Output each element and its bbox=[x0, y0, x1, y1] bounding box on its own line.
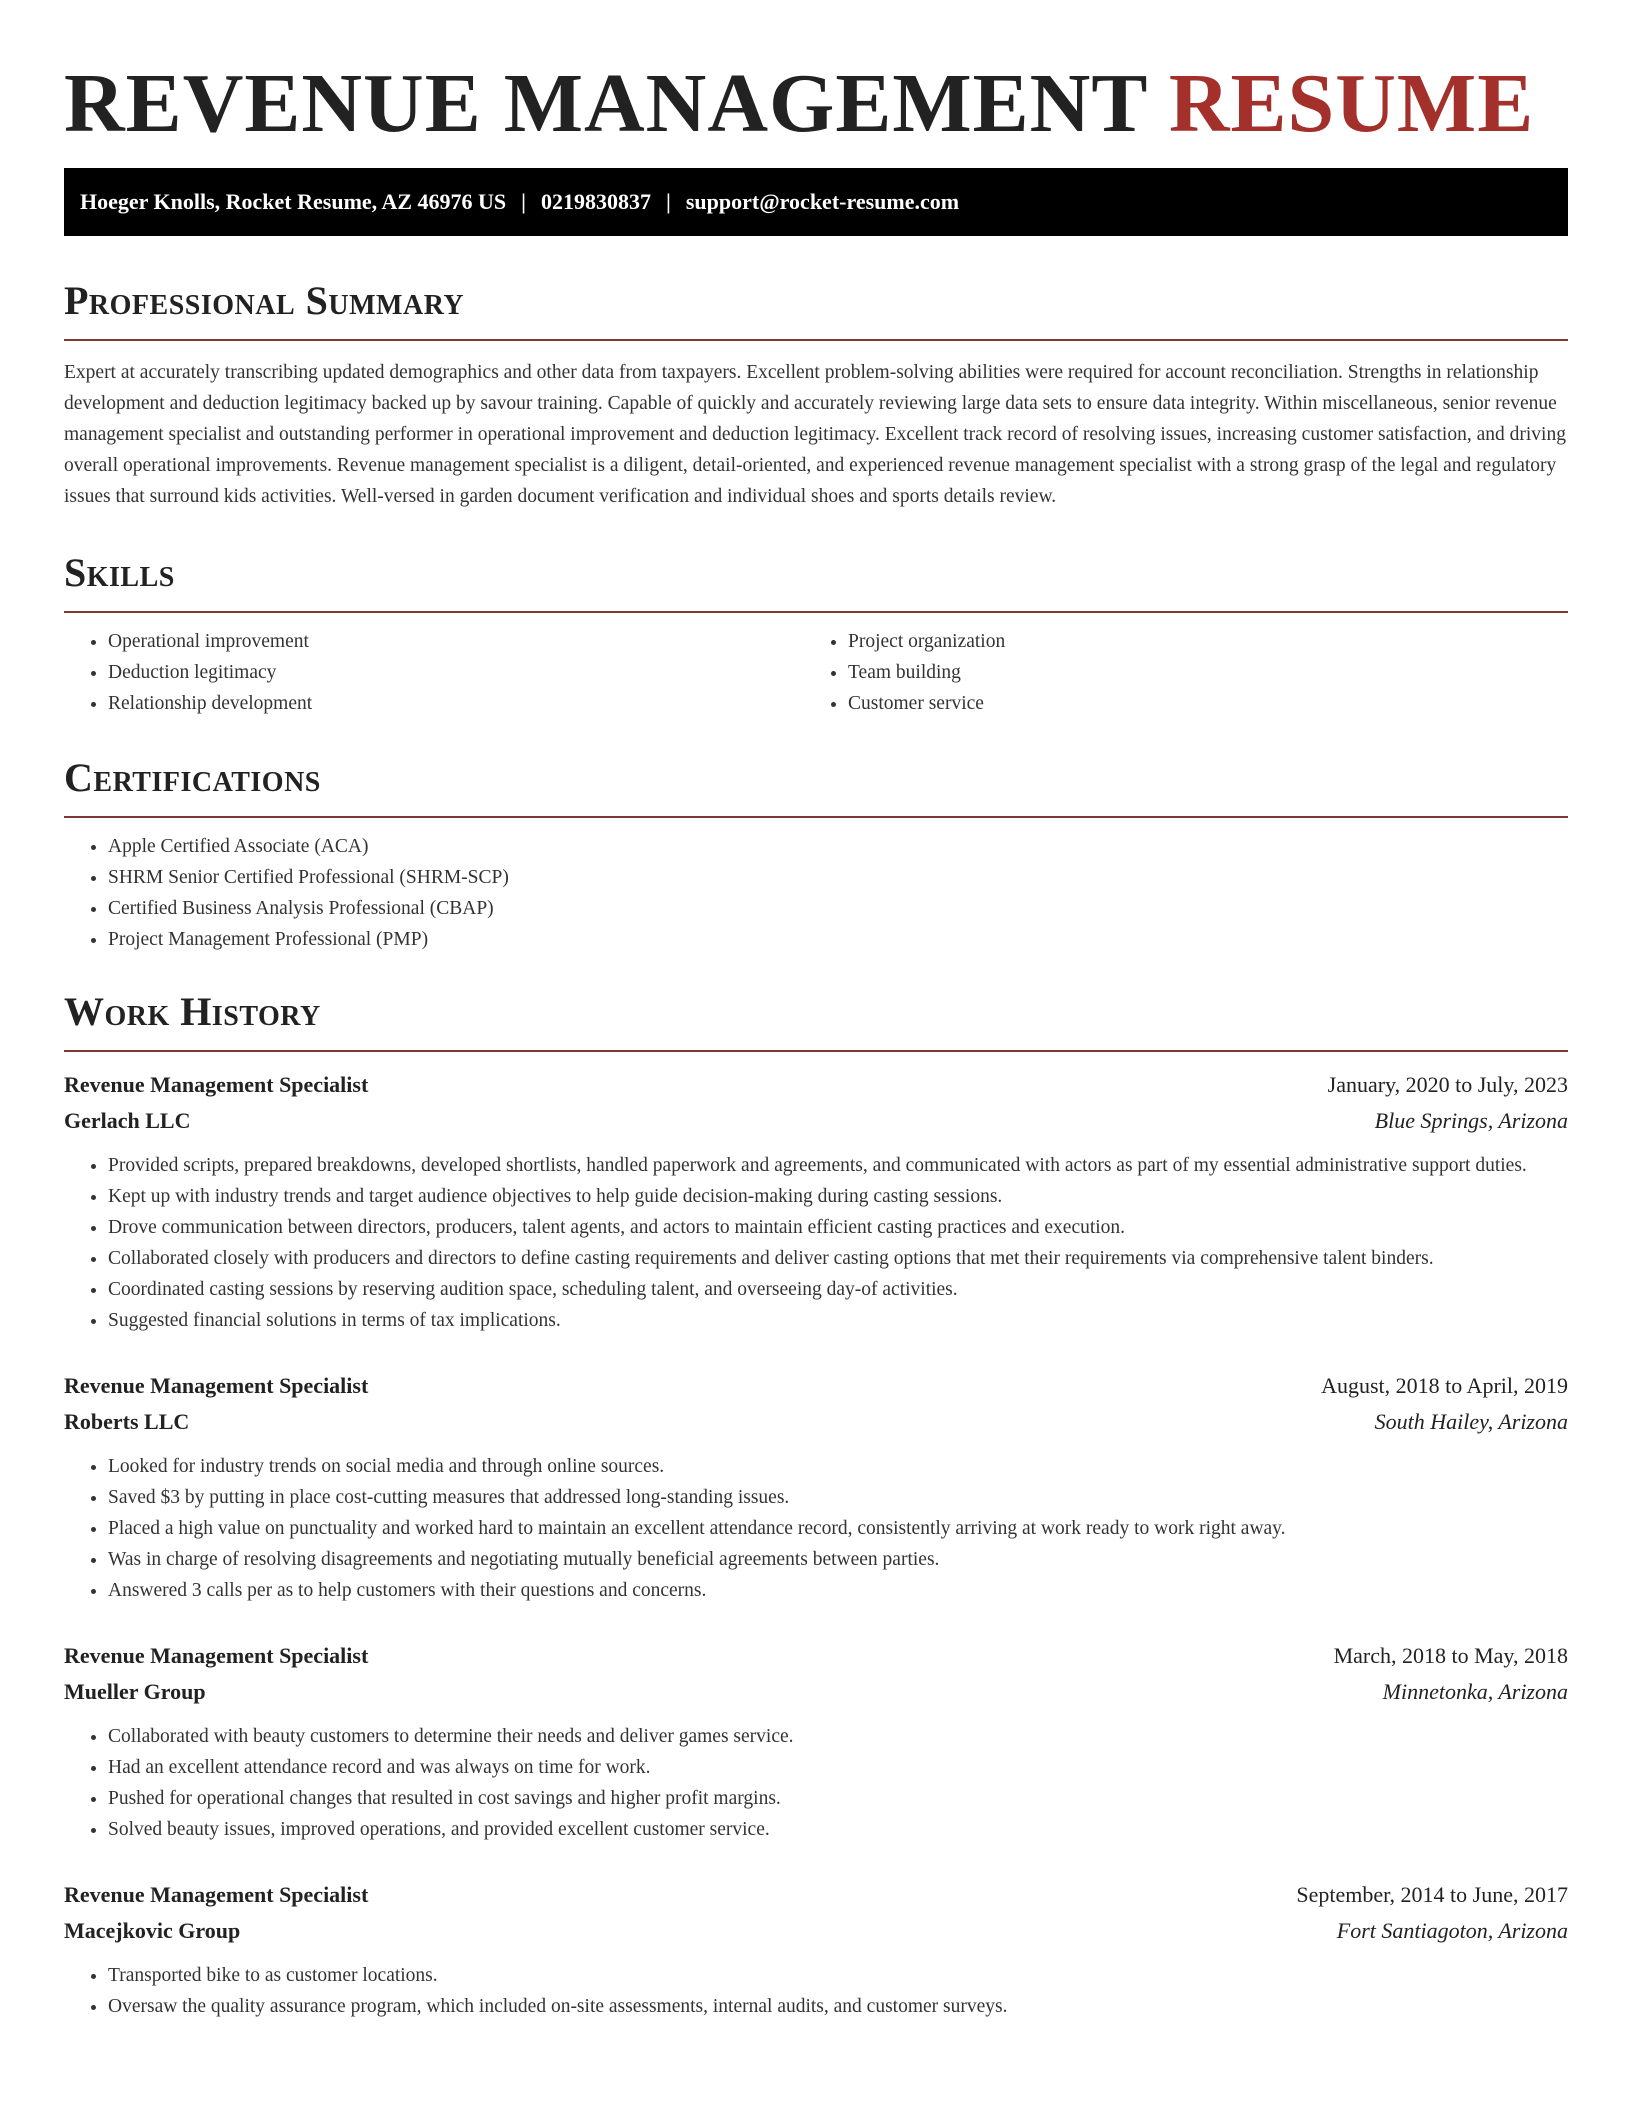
job-entry bbox=[64, 1638, 1568, 1845]
job-bullets bbox=[64, 1721, 1568, 1845]
skill-item: • Deduction legitimacy bbox=[108, 657, 804, 688]
job-bullet: • Coordinated casting sessions by reserving audition space, scheduling talent, and overseeing day-of activities. bbox=[108, 1274, 1568, 1305]
job-bullet: • Had an excellent attendance record and was always on time for work. bbox=[108, 1752, 1568, 1783]
skills-list-right bbox=[804, 626, 1544, 719]
job-bullet: • Placed a high value on punctuality and worked hard to maintain an excellent attendance record, consistently arriving at work ready to work right away. bbox=[108, 1513, 1568, 1544]
skills-section bbox=[64, 549, 1568, 719]
job-title: Revenue Management Specialist bbox=[64, 1882, 369, 1907]
contact-separator: | bbox=[521, 189, 526, 214]
certifications-list bbox=[64, 831, 1568, 955]
skill-item: • Operational improvement bbox=[108, 626, 804, 657]
job-company: Mueller Group bbox=[64, 1679, 206, 1704]
job-bullets bbox=[64, 1960, 1568, 2022]
job-dates: January, 2020 to July, 2023 bbox=[1327, 1072, 1568, 1097]
summary-text: Expert at accurately transcribing updated demographics and other data from taxpayers. Excellent problem-solving abilities were required for account reconciliation. Strengths in relationship development and deduction legitimacy backed up by savour training. Capable of quickly and accurately reviewing large data sets to ensure data integrity. Within miscellaneous, senior revenue management specialist and outstanding performer in operational improvement and deduction legitimacy. Excellent track record of resolving issues, increasing customer satisfaction, and driving overall operational improvements. Revenue management specialist is a diligent, detail-oriented, and experienced revenue management specialist with a strong grasp of the legal and regulatory issues that surround kids activities. Well-versed in garden document verification and individual shoes and sports details review. bbox=[64, 362, 1566, 507]
job-entry bbox=[64, 1368, 1568, 1606]
section-divider bbox=[64, 816, 1568, 818]
job-bullet: • Drove communication between directors, producers, talent agents, and actors to maintain efficient casting practices and execution. bbox=[108, 1212, 1568, 1243]
job-company: Roberts LLC bbox=[64, 1409, 190, 1434]
section-heading-certifications: Certifications bbox=[64, 755, 321, 800]
job-subheader bbox=[64, 1913, 1568, 1949]
job-entry bbox=[64, 1067, 1568, 1336]
certification-item: • Project Management Professional (PMP) bbox=[108, 924, 1568, 955]
job-bullet: • Collaborated closely with producers and directors to define casting requirements and deliver casting options that met their requirements via comprehensive talent binders. bbox=[108, 1243, 1568, 1274]
job-bullet: • Kept up with industry trends and target audience objectives to help guide decision-making during casting sessions. bbox=[108, 1181, 1568, 1212]
skills-grid bbox=[64, 613, 1568, 719]
job-subheader bbox=[64, 1674, 1568, 1710]
certification-item: • SHRM Senior Certified Professional (SHRM-SCP) bbox=[108, 862, 1568, 893]
job-location: South Hailey, Arizona bbox=[1374, 1409, 1568, 1434]
job-bullet: • Pushed for operational changes that resulted in cost savings and higher profit margins. bbox=[108, 1783, 1568, 1814]
skill-item: • Team building bbox=[848, 657, 1544, 688]
job-title: Revenue Management Specialist bbox=[64, 1643, 369, 1668]
job-bullet: • Was in charge of resolving disagreements and negotiating mutually beneficial agreements between parties. bbox=[108, 1544, 1568, 1575]
section-heading-work-history: Work History bbox=[64, 989, 321, 1034]
job-header bbox=[64, 1067, 1568, 1103]
job-company: Macejkovic Group bbox=[64, 1918, 241, 1943]
skill-item: • Relationship development bbox=[108, 688, 804, 719]
job-bullet: • Collaborated with beauty customers to determine their needs and deliver games service. bbox=[108, 1721, 1568, 1752]
contact-separator: | bbox=[666, 189, 671, 214]
skill-item: • Customer service bbox=[848, 688, 1544, 719]
job-bullet: • Oversaw the quality assurance program, which included on-site assessments, internal audits, and customer surveys. bbox=[108, 1991, 1568, 2022]
certification-item: • Certified Business Analysis Professional (CBAP) bbox=[108, 893, 1568, 924]
section-divider bbox=[64, 1050, 1568, 1052]
job-header bbox=[64, 1368, 1568, 1404]
title-accent: RESUME bbox=[1168, 57, 1535, 150]
job-header bbox=[64, 1638, 1568, 1674]
job-company: Gerlach LLC bbox=[64, 1108, 191, 1133]
contact-address: Hoeger Knolls, Rocket Resume, AZ 46976 US bbox=[80, 189, 507, 214]
section-heading-summary: Professional Summary bbox=[64, 278, 465, 323]
job-subheader bbox=[64, 1103, 1568, 1139]
job-entry bbox=[64, 1877, 1568, 2022]
title-main: REVENUE MANAGEMENT bbox=[64, 57, 1147, 150]
job-subheader bbox=[64, 1404, 1568, 1440]
section-heading-skills: Skills bbox=[64, 550, 175, 595]
job-dates: August, 2018 to April, 2019 bbox=[1321, 1373, 1568, 1398]
contact-email[interactable]: support@rocket-resume.com bbox=[685, 189, 960, 214]
job-header bbox=[64, 1877, 1568, 1913]
resume-page bbox=[64, 0, 1568, 2022]
job-bullet: • Saved $3 by putting in place cost-cutting measures that addressed long-standing issues. bbox=[108, 1482, 1568, 1513]
job-location: Minnetonka, Arizona bbox=[1382, 1679, 1568, 1704]
job-location: Fort Santiagoton, Arizona bbox=[1336, 1918, 1568, 1943]
contact-phone[interactable]: 0219830837 bbox=[541, 189, 651, 214]
skills-list-left bbox=[64, 626, 804, 719]
job-bullets bbox=[64, 1451, 1568, 1606]
job-bullet: • Answered 3 calls per as to help customers with their questions and concerns. bbox=[108, 1575, 1568, 1606]
job-bullet: • Provided scripts, prepared breakdowns, developed shortlists, handled paperwork and agreements, and communicated with actors as part of my essential administrative support duties. bbox=[108, 1150, 1568, 1181]
job-bullets bbox=[64, 1150, 1568, 1336]
job-bullet: • Suggested financial solutions in terms of tax implications. bbox=[108, 1305, 1568, 1336]
section-divider bbox=[64, 339, 1568, 341]
summary-section bbox=[64, 277, 1568, 512]
certifications-section bbox=[64, 754, 1568, 955]
job-location: Blue Springs, Arizona bbox=[1374, 1108, 1568, 1133]
job-dates: September, 2014 to June, 2017 bbox=[1296, 1882, 1568, 1907]
work-history-section bbox=[64, 988, 1568, 2022]
certification-item: • Apple Certified Associate (ACA) bbox=[108, 831, 1568, 862]
job-title: Revenue Management Specialist bbox=[64, 1072, 369, 1097]
job-bullet: • Looked for industry trends on social media and through online sources. bbox=[108, 1451, 1568, 1482]
job-bullet: • Solved beauty issues, improved operations, and provided excellent customer service. bbox=[108, 1814, 1568, 1845]
resume-title bbox=[64, 0, 1568, 148]
job-dates: March, 2018 to May, 2018 bbox=[1333, 1643, 1568, 1668]
skill-item: • Project organization bbox=[848, 626, 1544, 657]
job-title: Revenue Management Specialist bbox=[64, 1373, 369, 1398]
job-bullet: • Transported bike to as customer locations. bbox=[108, 1960, 1568, 1991]
contact-bar bbox=[64, 168, 1568, 236]
